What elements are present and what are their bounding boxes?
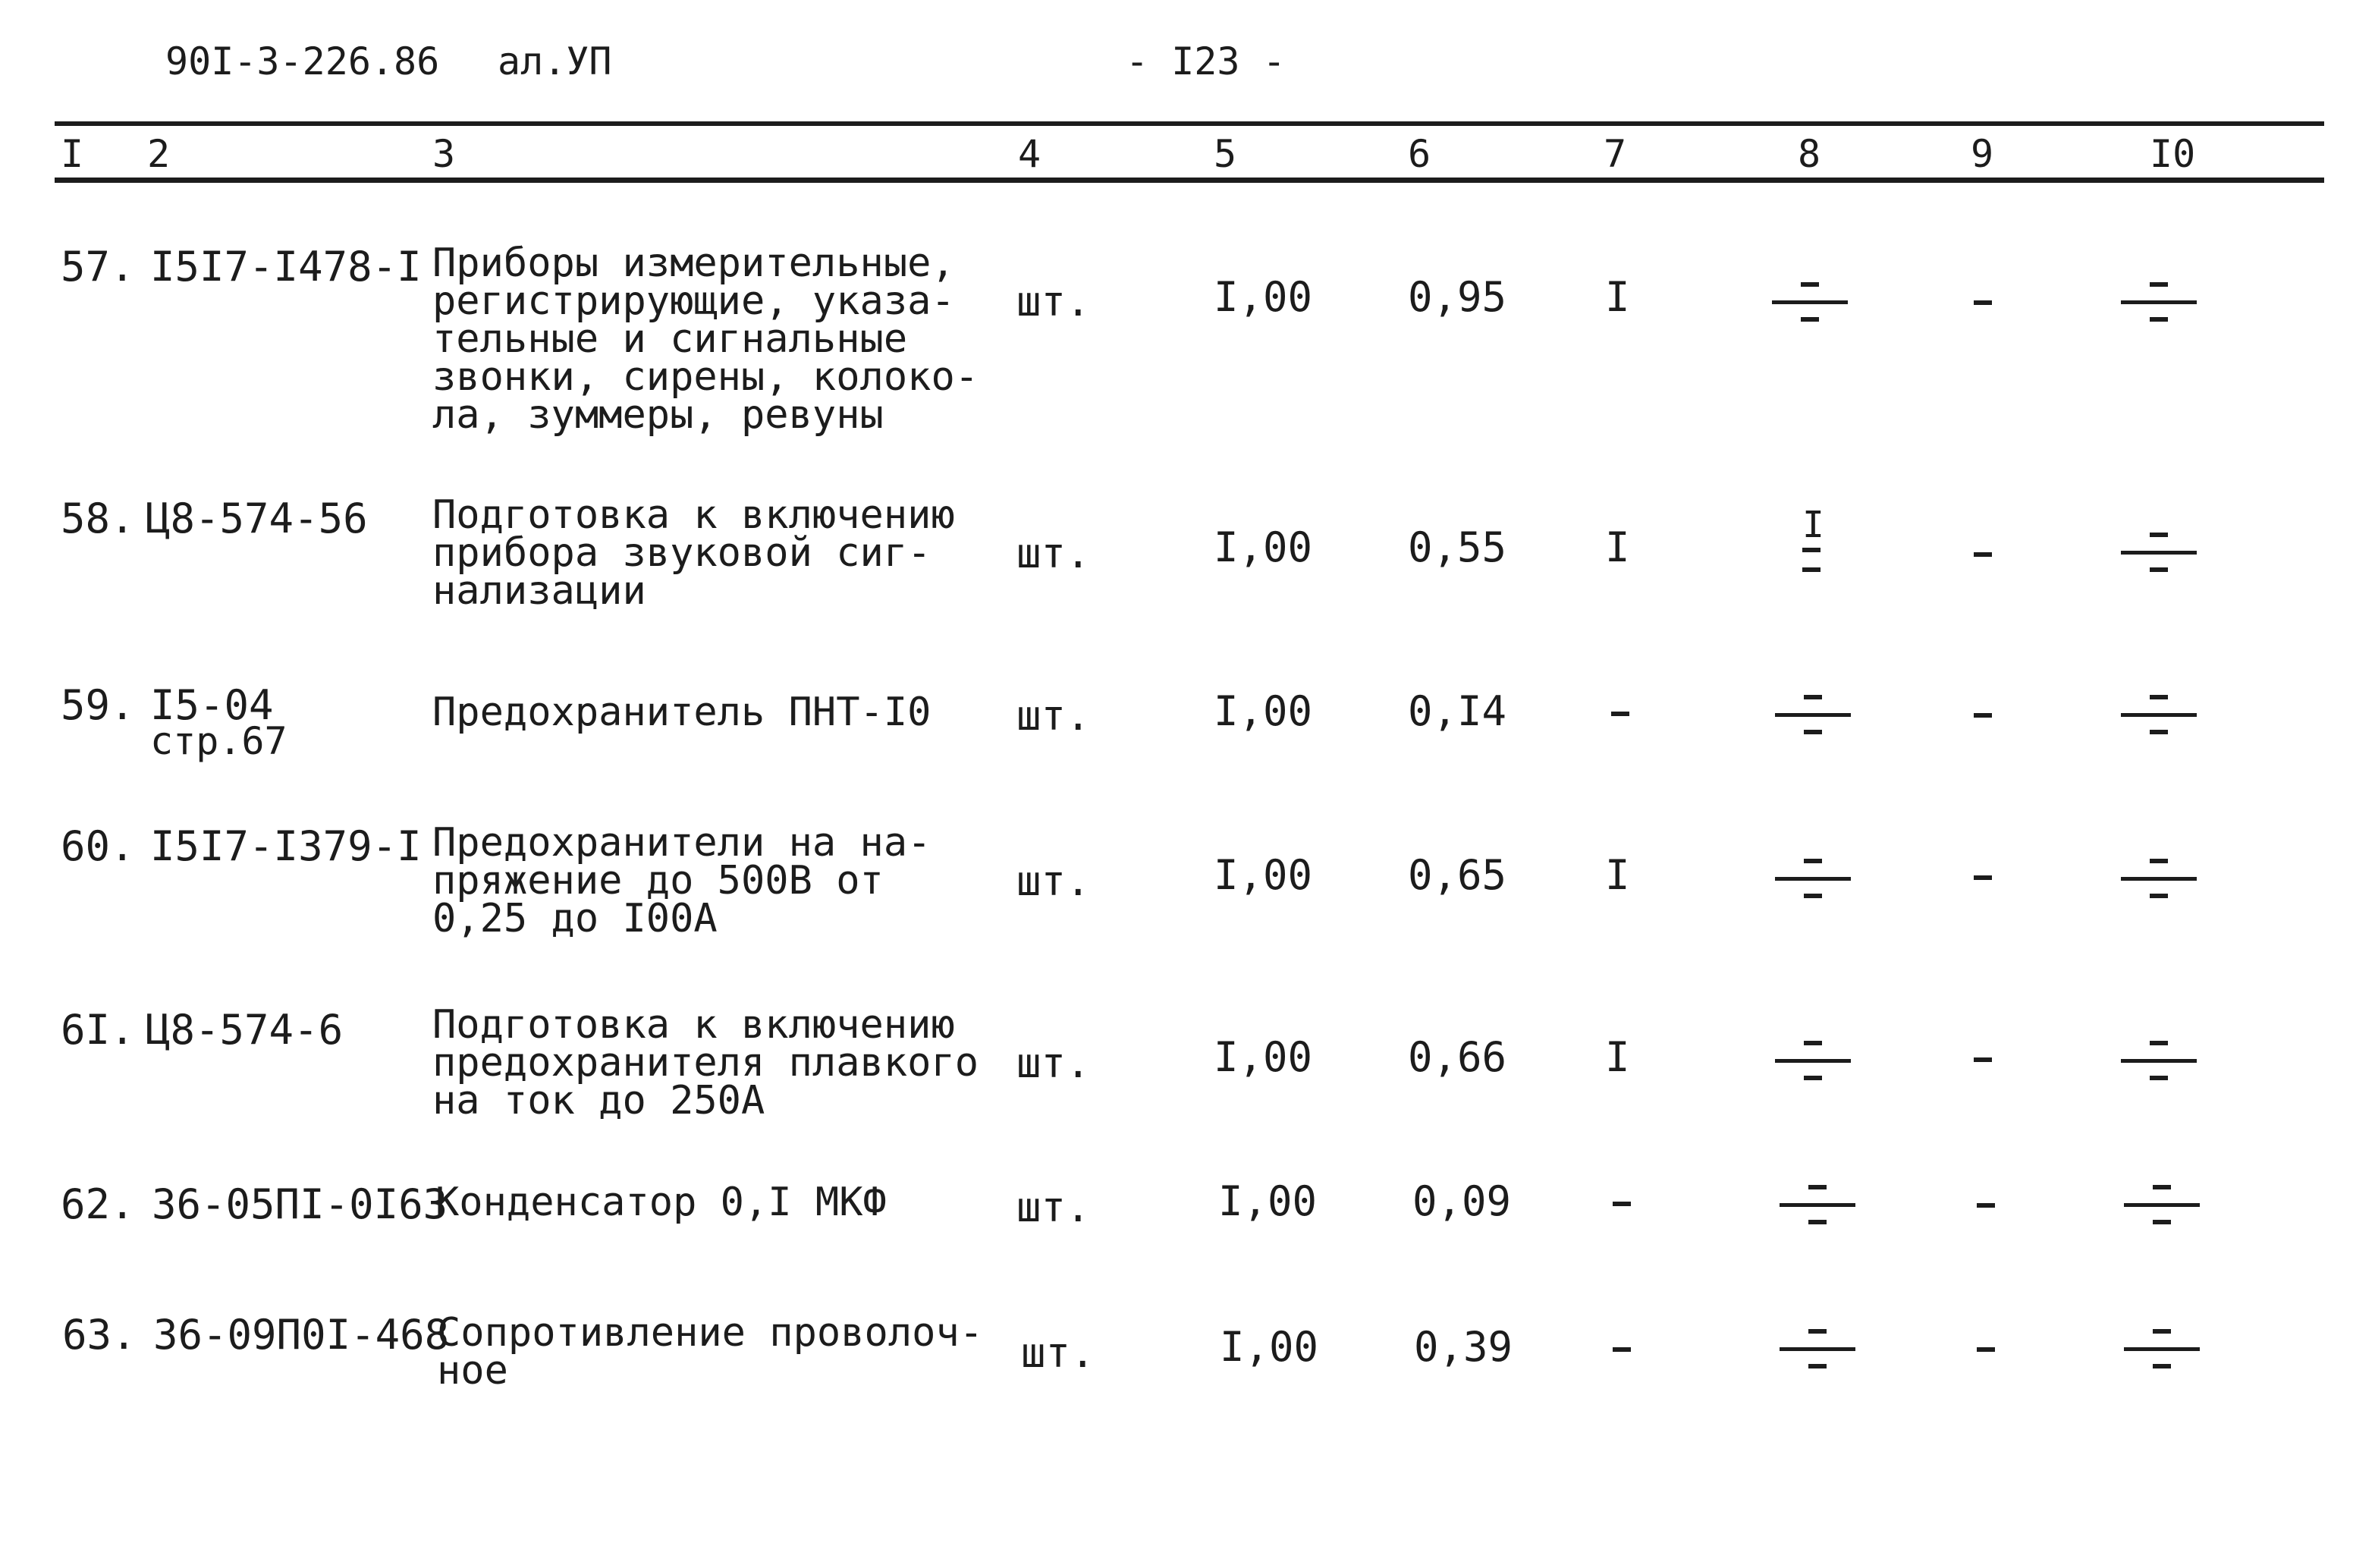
- dash-icon: [1977, 1347, 1995, 1352]
- row-description: Подготовка к включению прибора звуковой сиг- нализации: [432, 492, 955, 614]
- row-code: Ц8-574-6: [146, 1006, 344, 1054]
- row-value-7: I: [1605, 851, 1630, 899]
- row-unit: шт.: [1016, 1183, 1091, 1231]
- divide-sign-icon: [2121, 523, 2197, 581]
- row-value-7: I: [1605, 1033, 1630, 1081]
- row-description: Сопротивление проволоч- ное: [437, 1310, 984, 1394]
- row-unit: шт.: [1021, 1329, 1095, 1377]
- row-quantity: I,00: [1220, 1323, 1319, 1371]
- column-header: 4: [1018, 132, 1041, 176]
- row-quantity: I,00: [1214, 851, 1313, 899]
- row-unit: шт.: [1016, 857, 1091, 905]
- dash-icon: [1974, 875, 1992, 880]
- dash-icon: [1974, 552, 1992, 557]
- row-description: Подготовка к включению предохранителя плавкого на ток до 250А: [432, 1002, 979, 1123]
- row-value-6: 0,I4: [1408, 687, 1507, 735]
- row-value-7: I: [1605, 523, 1630, 571]
- column-header: 5: [1214, 132, 1237, 176]
- row-value-6: 0,39: [1414, 1323, 1513, 1371]
- row-number: 59.: [61, 681, 135, 729]
- row-quantity: I,00: [1214, 523, 1313, 571]
- dash-icon: [1974, 1057, 1992, 1062]
- row-number: 58.: [61, 495, 135, 542]
- row-quantity: I,00: [1218, 1177, 1318, 1225]
- row-code: I5-04: [150, 681, 274, 729]
- row-number: 60.: [61, 822, 135, 870]
- divide-sign-icon: [1775, 686, 1851, 743]
- divide-sign-icon: [1772, 273, 1848, 331]
- dash-icon: [1802, 567, 1821, 572]
- album-label: ал.УП: [498, 39, 612, 83]
- dash-icon: [1613, 1202, 1631, 1206]
- column-header: 3: [432, 132, 456, 176]
- row-code: I5I7-I478-I: [150, 243, 422, 291]
- row-value-6: 0,95: [1408, 273, 1507, 321]
- divide-sign-icon: [2124, 1320, 2200, 1378]
- document-code: 90I-3-226.86: [165, 39, 440, 83]
- header-rule-top: [55, 121, 2324, 126]
- row-value-6: 0,09: [1412, 1177, 1512, 1225]
- row-code: 36-05ПI-0I63: [152, 1180, 448, 1228]
- row-description: Предохранители на на- пряжение до 500В от 0,25 до I00А: [432, 820, 931, 941]
- row-quantity: I,00: [1214, 273, 1313, 321]
- dash-icon: [1613, 1347, 1631, 1352]
- row-code: I5I7-I379-I: [150, 822, 422, 870]
- row-code-page: стр.67: [150, 719, 287, 763]
- dash-icon: [1974, 713, 1992, 718]
- row-number: 62.: [61, 1180, 135, 1228]
- row-unit: шт.: [1016, 692, 1091, 740]
- row-unit: шт.: [1016, 529, 1091, 577]
- dash-icon: [1611, 712, 1629, 716]
- divide-sign-icon: [1780, 1320, 1855, 1378]
- dash-icon: [1974, 300, 1992, 305]
- divide-sign-icon: [2121, 1032, 2197, 1089]
- dash-icon: [1802, 548, 1821, 552]
- divide-sign-icon: [2124, 1176, 2200, 1233]
- divide-sign-icon: [2121, 850, 2197, 907]
- row-number: 63.: [62, 1311, 137, 1359]
- row-quantity: I,00: [1214, 687, 1313, 735]
- dash-icon: [1977, 1203, 1995, 1208]
- row-code: Ц8-574-56: [146, 495, 368, 542]
- column-header: 6: [1408, 132, 1431, 176]
- row-value-6: 0,55: [1408, 523, 1507, 571]
- row-value-7: I: [1605, 273, 1630, 321]
- row-description: Предохранитель ПНТ-I0: [432, 690, 931, 735]
- divide-sign-icon: [2121, 686, 2197, 743]
- column-header: 8: [1798, 132, 1821, 176]
- column-header: 7: [1604, 132, 1627, 176]
- row-value-6: 0,66: [1408, 1033, 1507, 1081]
- header-rule-bottom: [55, 178, 2324, 183]
- column-header: I: [61, 132, 84, 176]
- divide-sign-icon: [2121, 273, 2197, 331]
- row-description: Конденсатор 0,I МКФ: [435, 1180, 887, 1225]
- row-col8-mark: I: [1802, 504, 1824, 546]
- row-code: 36-09П0I-468: [153, 1311, 450, 1359]
- divide-sign-icon: [1775, 850, 1851, 907]
- column-header: 9: [1971, 132, 1994, 176]
- row-unit: шт.: [1016, 1039, 1091, 1087]
- row-number: 57.: [61, 243, 135, 291]
- row-number: 6I.: [61, 1006, 135, 1054]
- divide-sign-icon: [1780, 1176, 1855, 1233]
- row-description: Приборы измерительные, регистрирующие, указа- тельные и сигнальные звонки, сирены, колоко- ла, зуммеры, ревуны: [432, 240, 979, 438]
- divide-sign-icon: [1775, 1032, 1851, 1089]
- page-number: - I23 -: [1126, 39, 1286, 83]
- row-unit: шт.: [1016, 278, 1091, 325]
- row-value-6: 0,65: [1408, 851, 1507, 899]
- row-quantity: I,00: [1214, 1033, 1313, 1081]
- column-header: 2: [147, 132, 171, 176]
- column-header: I0: [2150, 132, 2196, 176]
